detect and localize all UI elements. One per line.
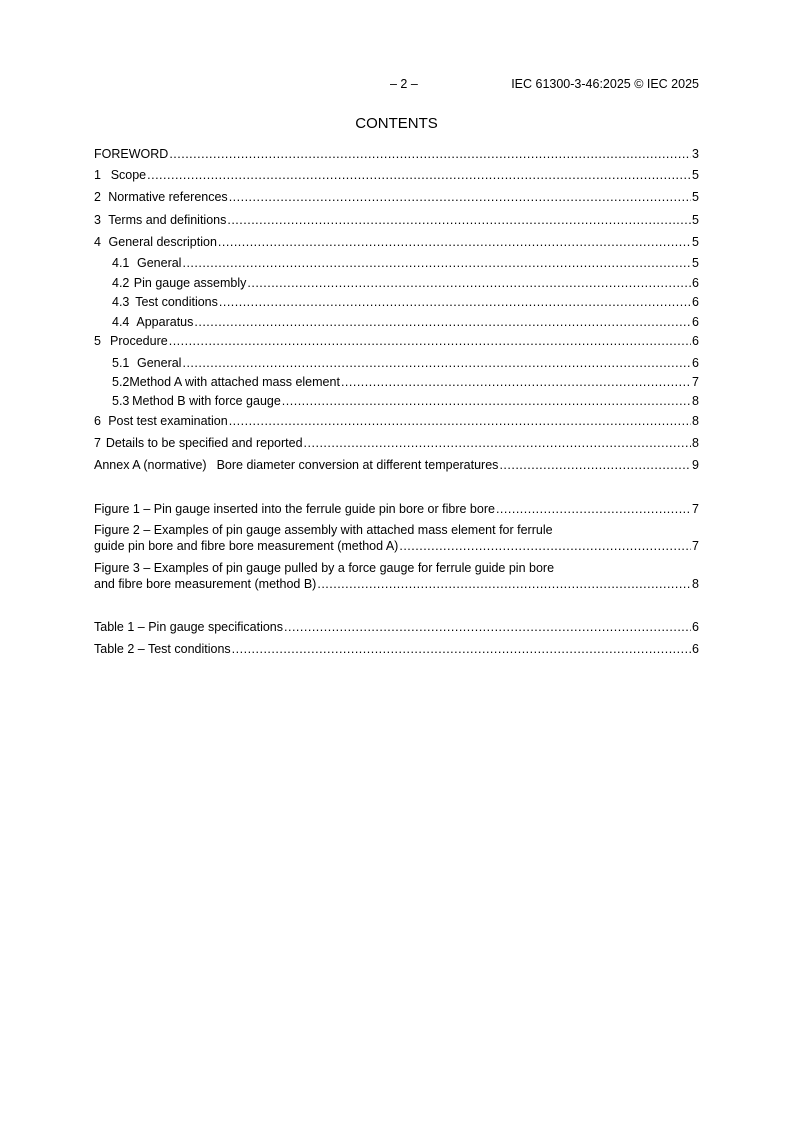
toc-page: 6	[692, 334, 699, 348]
figure-label-line2: guide pin bore and fibre bore measurement (method A)	[94, 539, 399, 553]
toc-label: Method B with force gauge	[132, 394, 281, 408]
toc-page: 9	[692, 458, 699, 472]
toc-number: 5.3	[112, 394, 130, 408]
toc-number: 4.2	[112, 276, 130, 290]
table-entry[interactable]	[94, 641, 699, 657]
table-label: Table 2 – Test conditions	[94, 642, 231, 656]
figure-entry[interactable]	[94, 560, 699, 592]
table-label: Table 1 – Pin gauge specifications	[94, 620, 284, 634]
toc-page: 5	[692, 235, 699, 249]
toc-page: 5	[692, 213, 699, 227]
toc-entry[interactable]	[94, 189, 699, 205]
toc-page: 6	[692, 356, 699, 370]
figure-page: 7	[692, 539, 699, 553]
dot-leader	[317, 576, 691, 592]
toc-label: Apparatus	[136, 315, 194, 329]
table-entry[interactable]	[94, 619, 699, 635]
dot-leader	[227, 212, 691, 228]
annex-title: Bore diameter conversion at different temperatures	[216, 458, 499, 472]
toc-label: Method A with attached mass element	[129, 375, 340, 389]
toc-label: Details to be specified and reported	[105, 436, 303, 450]
toc-entry[interactable]	[94, 333, 699, 349]
figure-label-line1: Figure 3 – Examples of pin gauge pulled by a force gauge for ferrule guide pin bore	[94, 561, 555, 575]
dot-leader	[341, 374, 691, 390]
toc-label: General	[136, 356, 182, 370]
toc-number: 4	[94, 235, 101, 249]
toc-subentry[interactable]	[112, 314, 699, 330]
dot-leader	[229, 413, 691, 429]
toc-entry[interactable]	[94, 167, 699, 183]
toc-number: 6	[94, 414, 101, 428]
toc-number: 5.1	[112, 356, 130, 370]
toc-entry-annex-a[interactable]	[94, 457, 699, 473]
table-page: 6	[692, 620, 699, 634]
toc-label	[94, 457, 498, 473]
toc-page: 8	[692, 394, 699, 408]
toc-page: 6	[692, 315, 699, 329]
dot-leader	[232, 641, 691, 657]
toc-page: 5	[692, 168, 699, 182]
toc-entry[interactable]	[94, 212, 699, 228]
toc-label: FOREWORD	[94, 147, 169, 161]
dot-leader	[229, 189, 691, 205]
toc-entry[interactable]	[94, 435, 699, 451]
page-header	[94, 77, 699, 91]
toc-number: 1	[94, 168, 101, 182]
table-page: 6	[692, 642, 699, 656]
toc-label: Test conditions	[135, 295, 218, 309]
dot-leader	[282, 393, 691, 409]
toc-label: Normative references	[108, 190, 228, 204]
figure-page: 7	[692, 502, 699, 516]
toc-number: 2	[94, 190, 101, 204]
dot-leader	[284, 619, 691, 635]
toc-number: 3	[94, 213, 101, 227]
toc-subentry[interactable]	[112, 294, 699, 310]
dot-leader	[499, 457, 691, 473]
annex-prefix: Annex A (normative)	[94, 458, 207, 472]
toc-subentry[interactable]	[112, 355, 699, 371]
toc-label: Terms and definitions	[108, 213, 227, 227]
figure-label-line1: Figure 2 – Examples of pin gauge assembly with attached mass element for ferrule	[94, 523, 553, 537]
toc-label: General	[136, 256, 182, 270]
toc-subentry[interactable]	[112, 275, 699, 291]
toc-number: 4.1	[112, 256, 130, 270]
figure-entry[interactable]	[94, 501, 699, 517]
dot-leader	[304, 435, 692, 451]
toc-number: 4.4	[112, 315, 130, 329]
toc-subentry[interactable]	[112, 255, 699, 271]
dot-leader	[182, 255, 691, 271]
toc-page: 3	[692, 147, 699, 161]
toc-page: 7	[692, 375, 699, 389]
toc-page: 5	[692, 190, 699, 204]
dot-leader	[219, 294, 691, 310]
document-id: IEC 61300-3-46:2025 © IEC 2025	[511, 77, 699, 91]
dot-leader	[147, 167, 691, 183]
toc-number: 5.2	[112, 375, 130, 389]
dot-leader	[169, 333, 691, 349]
toc-number: 4.3	[112, 295, 130, 309]
figure-entry[interactable]	[94, 522, 699, 554]
toc-label: General description	[108, 235, 217, 249]
toc-page: 8	[692, 414, 699, 428]
toc-page: 6	[692, 276, 699, 290]
toc-page: 6	[692, 295, 699, 309]
figure-label: Figure 1 – Pin gauge inserted into the ferrule guide pin bore or fibre bore	[94, 502, 495, 516]
dot-leader	[247, 275, 691, 291]
toc-entry-foreword[interactable]	[94, 146, 699, 162]
dot-leader	[399, 538, 691, 554]
toc-label: Procedure	[110, 334, 168, 348]
toc-label: Pin gauge assembly	[133, 276, 247, 290]
toc-entry[interactable]	[94, 234, 699, 250]
dot-leader	[194, 314, 691, 330]
toc-page: 5	[692, 256, 699, 270]
toc-label: Scope	[110, 168, 147, 182]
page-number: – 2 –	[390, 77, 418, 91]
toc-number: 5	[94, 334, 101, 348]
toc-page: 8	[692, 436, 699, 450]
toc-subentry[interactable]	[112, 374, 699, 390]
dot-leader	[496, 501, 691, 517]
toc-entry[interactable]	[94, 413, 699, 429]
toc-label: Post test examination	[108, 414, 228, 428]
figure-page: 8	[692, 577, 699, 591]
figure-label-line2: and fibre bore measurement (method B)	[94, 577, 317, 591]
dot-leader	[182, 355, 691, 371]
dot-leader	[218, 234, 691, 250]
page-title: CONTENTS	[355, 115, 438, 132]
toc-subentry[interactable]	[112, 393, 699, 409]
dot-leader	[169, 146, 691, 162]
toc-number: 7	[94, 436, 101, 450]
